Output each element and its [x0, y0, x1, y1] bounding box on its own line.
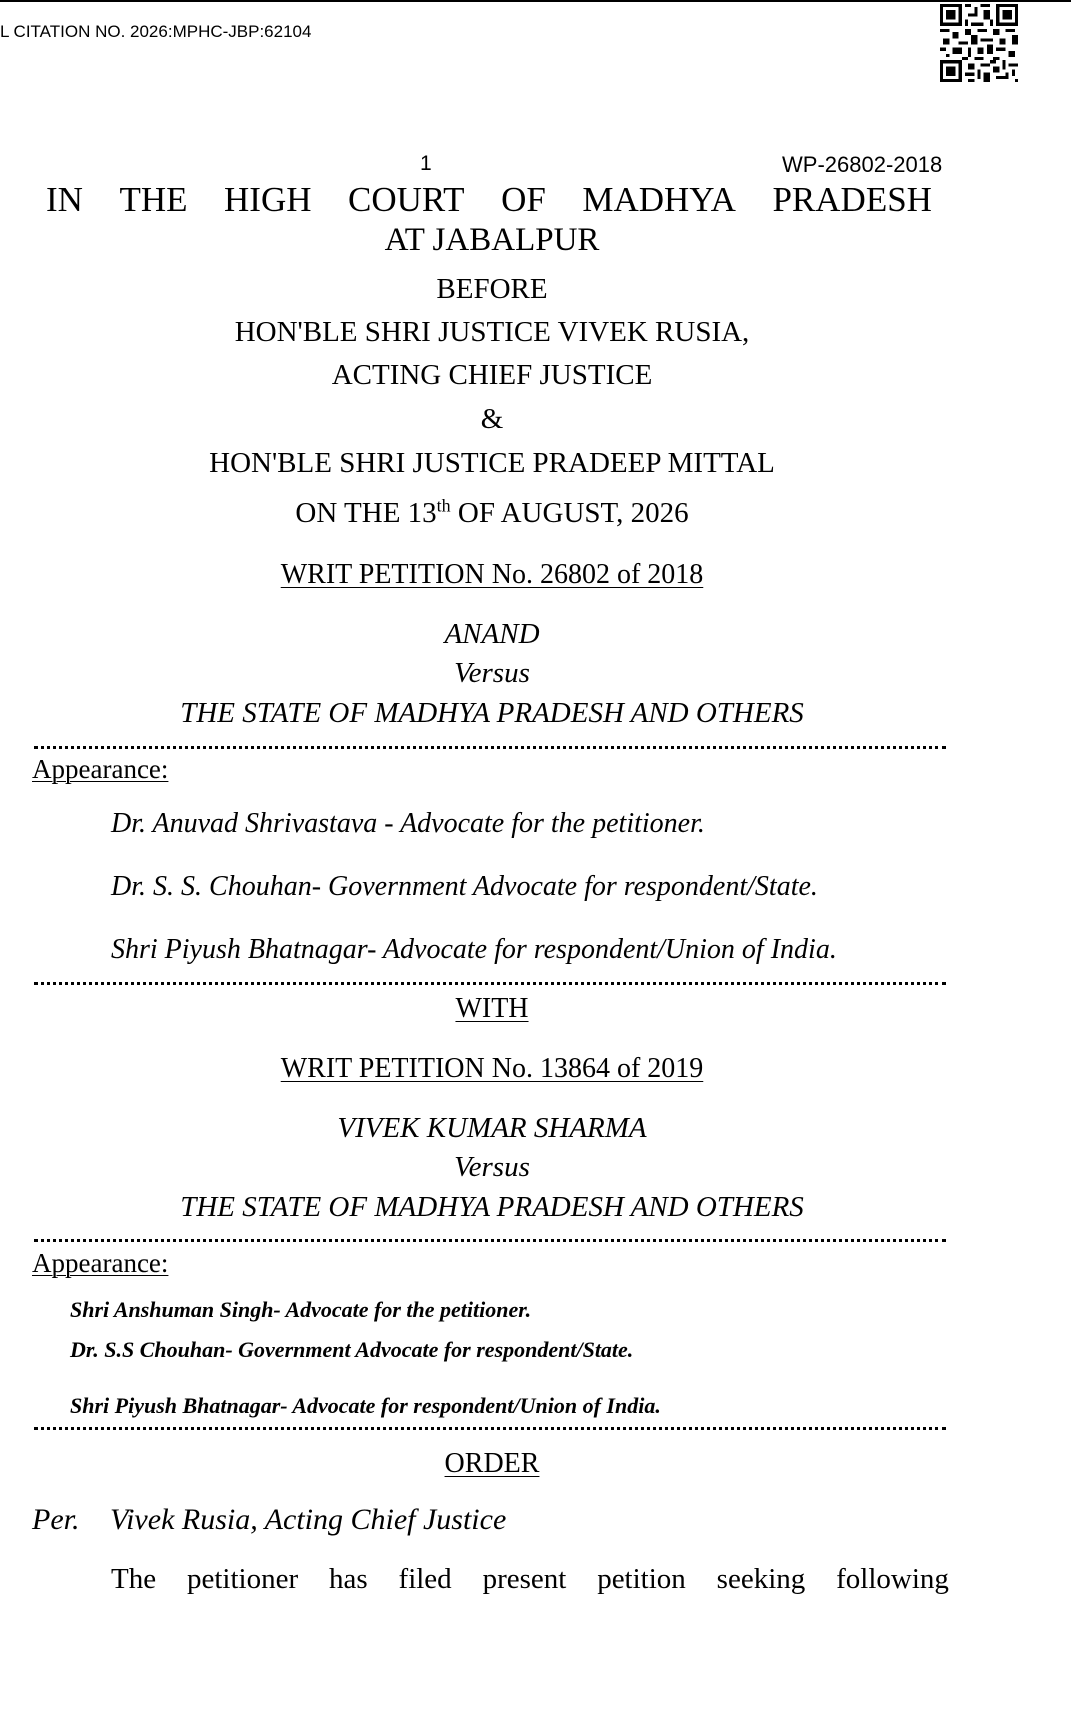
- court-word: MADHYA: [582, 180, 736, 219]
- case2-respondent: THE STATE OF MADHYA PRADESH AND OTHERS: [180, 1191, 804, 1223]
- case1-versus: Versus: [454, 657, 530, 689]
- body-word: following: [836, 1563, 949, 1595]
- case1-title: [0, 559, 984, 591]
- case1-petitioner: ANAND: [444, 618, 540, 650]
- case2-petitioner: VIVEK KUMAR SHARMA: [337, 1112, 647, 1144]
- date-superscript: th: [436, 495, 451, 516]
- case2-appearance-label: Appearance:: [32, 1248, 169, 1278]
- case2-versus: Versus: [454, 1151, 530, 1183]
- with-label-text: WITH: [455, 993, 529, 1024]
- case1-advocate: Dr. S. S. Chouhan- Government Advocate for respondent/State.: [111, 871, 818, 902]
- body-word: present: [482, 1563, 567, 1595]
- page-number: 1: [420, 152, 432, 175]
- separator: [34, 746, 946, 749]
- per-line: [32, 1503, 506, 1537]
- case2-advocate: Shri Anshuman Singh- Advocate for the petitioner.: [70, 1297, 532, 1322]
- judge-one: HON'BLE SHRI JUSTICE VIVEK RUSIA,: [234, 316, 750, 348]
- case1-advocate: Shri Piyush Bhatnagar- Advocate for respondent/Union of India.: [111, 934, 837, 965]
- neutral-citation: L CITATION NO. 2026:MPHC-JBP:62104: [0, 22, 312, 41]
- case1-respondent: THE STATE OF MADHYA PRADESH AND OTHERS: [180, 697, 804, 729]
- case1-title-text: WRIT PETITION No. 26802 of 2018: [280, 559, 704, 590]
- judge-two: HON'BLE SHRI JUSTICE PRADEEP MITTAL: [209, 447, 775, 479]
- date-suffix: OF AUGUST, 2026: [450, 497, 689, 529]
- judge-one-title: ACTING CHIEF JUSTICE: [331, 359, 653, 391]
- case1-appearance-label: Appearance:: [32, 754, 169, 784]
- case1-advocate: Dr. Anuvad Shrivastava - Advocate for the petitioner.: [111, 808, 705, 839]
- per-label: Per.: [32, 1503, 80, 1536]
- body-word: seeking: [716, 1563, 806, 1595]
- case2-advocate: Dr. S.S Chouhan- Government Advocate for respondent/State.: [70, 1337, 634, 1362]
- body-word: The: [111, 1563, 157, 1595]
- case2-title-text: WRIT PETITION No. 13864 of 2019: [280, 1053, 704, 1084]
- body-word: filed: [398, 1563, 452, 1595]
- court-word: PRADESH: [772, 180, 932, 219]
- case2-advocate: Shri Piyush Bhatnagar- Advocate for respondent/Union of India.: [70, 1393, 661, 1418]
- order-date: [0, 497, 984, 530]
- order-heading-text: ORDER: [444, 1448, 540, 1479]
- with-label: [0, 993, 984, 1025]
- per-judge-name: Vivek Rusia, Acting Chief Justice: [110, 1503, 507, 1536]
- qr-code-icon: [940, 4, 1018, 82]
- separator: [34, 982, 946, 985]
- case-reference: WP-26802-2018: [782, 152, 943, 177]
- court-word: THE: [119, 180, 188, 219]
- order-heading: [0, 1448, 984, 1480]
- top-rule: [0, 0, 1071, 2]
- separator: [34, 1427, 946, 1430]
- order-first-line: [111, 1563, 949, 1596]
- court-word: OF: [501, 180, 546, 219]
- separator: [34, 1239, 946, 1242]
- date-prefix: ON THE 13: [295, 497, 437, 529]
- court-word: IN: [46, 180, 83, 219]
- court-word: COURT: [348, 180, 465, 219]
- ampersand: &: [480, 403, 504, 435]
- body-word: petition: [597, 1563, 686, 1595]
- before-label: BEFORE: [436, 273, 548, 305]
- court-name-line1: [46, 180, 932, 220]
- court-name-line2: AT JABALPUR: [384, 222, 600, 258]
- case2-title: [0, 1053, 984, 1085]
- body-word: has: [328, 1563, 368, 1595]
- court-word: HIGH: [224, 180, 312, 219]
- body-word: petitioner: [186, 1563, 299, 1595]
